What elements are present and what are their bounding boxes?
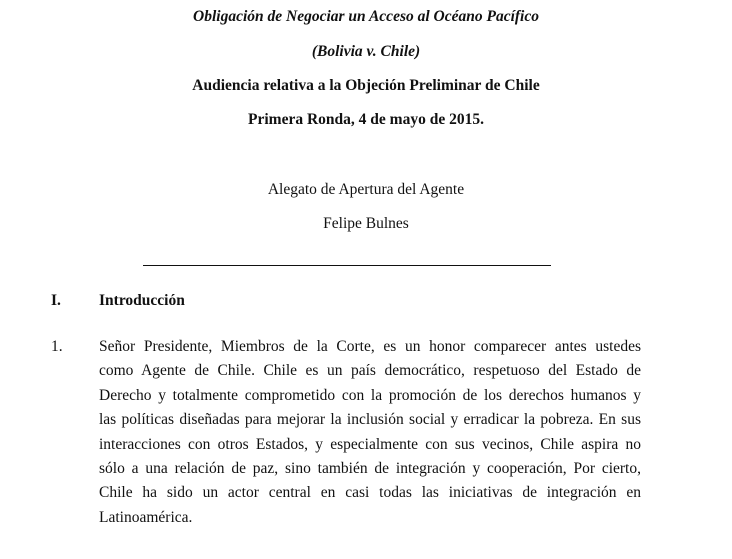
paragraph-line: Señor Presidente, Miembros de la Corte, es un honor comparecer antes ustedes (99, 338, 641, 355)
case-title: Obligación de Negociar un Acceso al Océano Pacífico (193, 8, 539, 25)
paragraph-line: como Agente de Chile. Chile es un país democrático, respetuoso del Estado de (99, 362, 641, 380)
speaker-name: Felipe Bulnes (323, 215, 409, 232)
paragraph-number: 1. (51, 338, 63, 355)
round-date: Primera Ronda, 4 de mayo de 2015. (248, 111, 484, 128)
section-number: I. (51, 292, 61, 309)
section-title: Introducción (99, 292, 185, 309)
paragraph-line: Derecho y totalmente comprometido con la promoción de los derechos humanos y (99, 386, 641, 404)
paragraph-body (99, 338, 641, 533)
paragraph-line: las políticas diseñadas para mejorar la inclusión social y erradicar la pobreza. En sus (99, 411, 641, 429)
paragraph-line: Latinoamérica. (99, 508, 193, 526)
horizontal-rule (143, 265, 551, 266)
speech-title: Alegato de Apertura del Agente (267, 181, 465, 198)
paragraph-line: interacciones con otros Estados, y especialmente con sus vecinos, Chile aspira no (99, 435, 641, 453)
paragraph-line: sólo a una relación de paz, sino también de integración y cooperación, Por cierto, (99, 459, 641, 477)
paragraph-line: Chile ha sido un actor central en casi todas las iniciativas de integración en (99, 484, 641, 502)
hearing-title: Audiencia relativa a la Objeción Preliminar de Chile (192, 77, 540, 94)
case-parties: (Bolivia v. Chile) (311, 43, 421, 60)
